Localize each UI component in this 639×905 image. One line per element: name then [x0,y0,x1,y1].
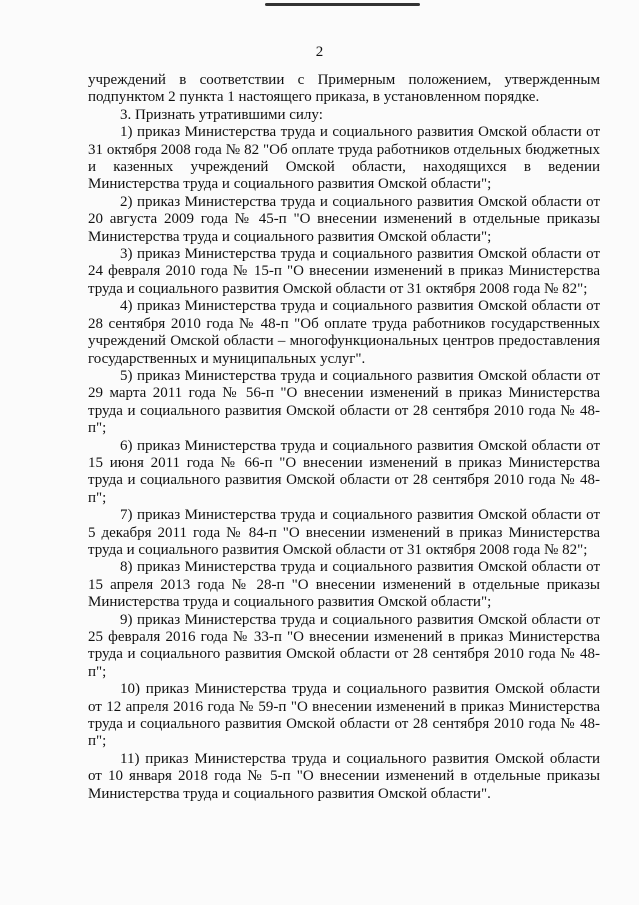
paragraph-item-10: 10) приказ Министерства труда и социального развития Омской области от 12 апреля 2016 года № 59-п "О внесении изменений в приказ Министерства труда и социального развития Омской области от 28 сентября 2010 года № 48-п"; [88,681,600,750]
paragraph-continuation: учреждений в соответствии с Примерным положением, утвержденным подпунктом 2 пункта 1 настоящего приказа, в установленном порядке. [88,72,600,106]
paragraph-item-3: 3) приказ Министерства труда и социального развития Омской области от 24 февраля 2010 года № 15-п "О внесении изменений в приказ Министерства труда и социального развития Омской области от 31 октября 2008 года № 82"; [88,246,600,297]
scan-edge-mark [265,3,420,6]
paragraph-item-11: 11) приказ Министерства труда и социального развития Омской области от 10 января 2018 года № 5-п "О внесении изменений в отдельные приказы Министерства труда и социального развития Омской области". [88,750,600,802]
paragraph-item-2: 2) приказ Министерства труда и социального развития Омской области от 20 августа 2009 года № 45-п "О внесении изменений в отдельные приказы Министерства труда и социального развития Омской области"; [88,193,600,245]
paragraph-clause-3: 3. Признать утратившими силу: [120,106,323,123]
paragraph-item-4: 4) приказ Министерства труда и социального развития Омской области от 28 сентября 2010 года № 48-п "Об оплате труда работников государственных учреждений Омской области – многофункциональных центров предоставления государственных и муниципальных услуг". [88,298,600,367]
paragraph-item-9: 9) приказ Министерства труда и социального развития Омской области от 25 февраля 2016 года № 33-п "О внесении изменений в приказ Министерства труда и социального развития Омской области от 28 сентября 2010 года № 48-п"; [88,611,600,680]
paragraph-item-1: 1) приказ Министерства труда и социального развития Омской области от 31 октября 2008 года № 82 "Об оплате труда работников отдельных бюджетных и казенных учреждений Омской области, находящихся в ведении Министерства труда и социального развития Омской области"; [88,124,600,193]
page-number: 2 [315,44,324,60]
paragraph-item-8: 8) приказ Министерства труда и социального развития Омской области от 15 апреля 2013 года № 28-п "О внесении изменений в отдельные приказы Министерства труда и социального развития Омской области"; [88,559,600,611]
document-body [88,72,600,803]
paragraph-item-7: 7) приказ Министерства труда и социального развития Омской области от 5 декабря 2011 года № 84-п "О внесении изменений в приказ Министерства труда и социального развития Омской области от 31 октября 2008 года № 82"; [88,507,600,558]
paragraph-item-6: 6) приказ Министерства труда и социального развития Омской области от 15 июня 2011 года № 66-п "О внесении изменений в приказ Министерства труда и социального развития Омской области от 28 сентября 2010 года № 48-п"; [88,437,600,506]
paragraph-item-5: 5) приказ Министерства труда и социального развития Омской области от 29 марта 2011 года № 56-п "О внесении изменений в приказ Министерства труда и социального развития Омской области от 28 сентября 2010 года № 48-п"; [88,367,600,437]
